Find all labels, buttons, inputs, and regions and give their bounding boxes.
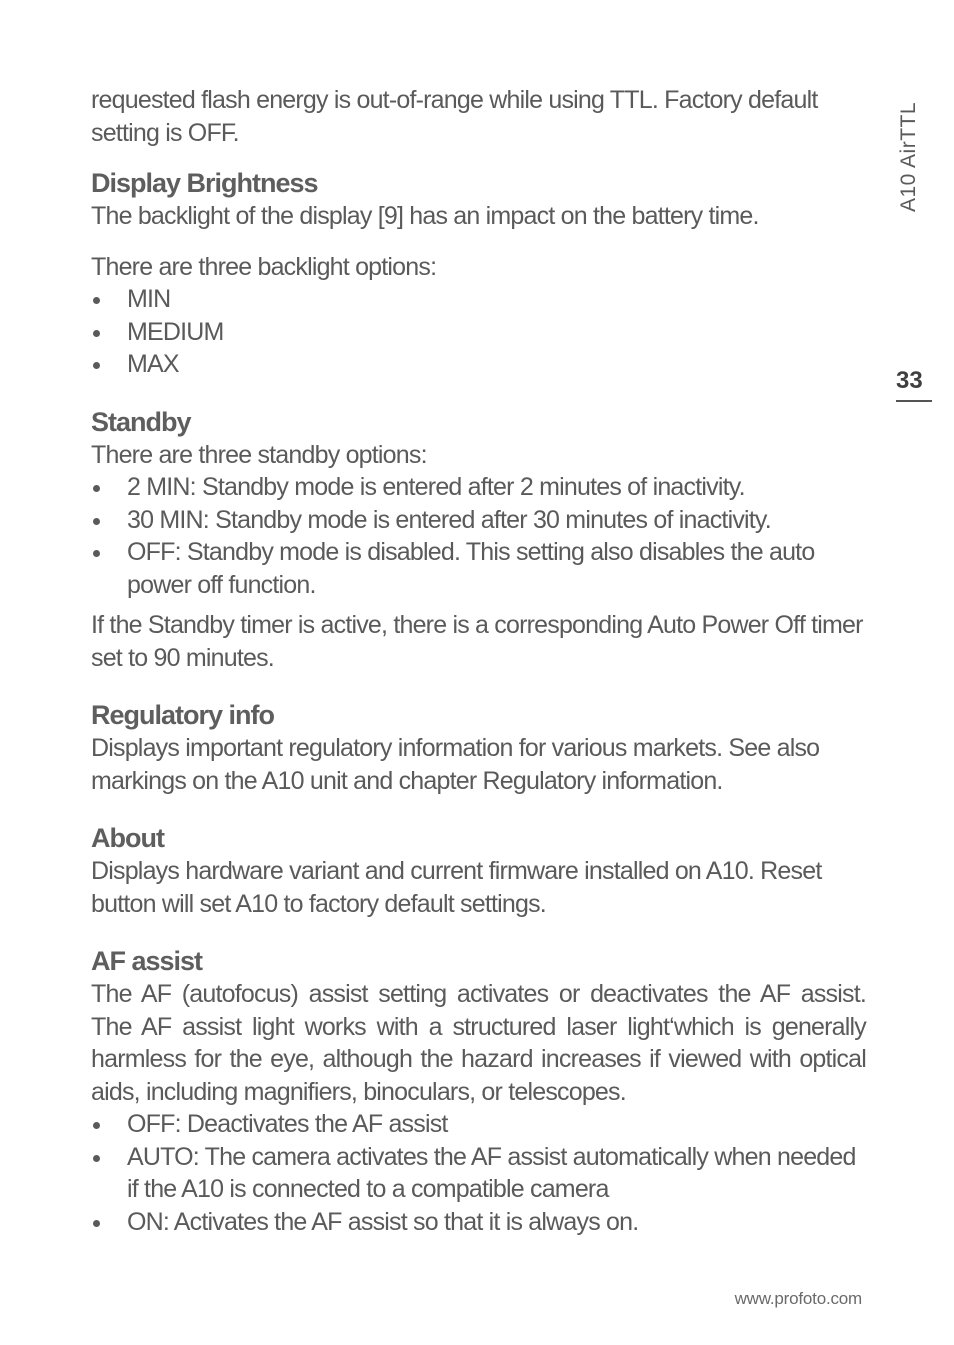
list-item: OFF: Deactivates the AF assist <box>91 1108 866 1141</box>
af-assist-description: The AF (autofocus) assist setting activates or deactivates the AF assist. The AF assist light works with a structured laser light‘which is generally harmless for the eye, although the hazard increases if viewed with optical aids, including magnifiers, binoculars, or telescopes. <box>91 980 866 1106</box>
list-item: AUTO: The camera activates the AF assist automatically when needed if the A10 is connected to a compatible camera <box>91 1141 866 1206</box>
display-brightness-description: The backlight of the display [9] has an impact on the battery time. <box>91 202 759 230</box>
list-item: OFF: Standby mode is disabled. This setting also disables the auto power off function. <box>91 536 866 601</box>
standby-heading: Standby <box>91 406 191 437</box>
standby-intro: There are three standby options: <box>91 440 427 469</box>
list-item: ON: Activates the AF assist so that it is always on. <box>91 1206 866 1239</box>
about-section <box>91 821 866 920</box>
page-number: 33 <box>896 366 932 402</box>
footer-website: www.profoto.com <box>734 1289 862 1308</box>
page-content <box>91 84 866 1238</box>
about-heading: About <box>91 823 164 853</box>
af-assist-section <box>91 944 866 1238</box>
display-brightness-section <box>91 166 866 381</box>
backlight-options-list <box>91 283 866 381</box>
display-brightness-heading: Display Brightness <box>91 168 318 198</box>
regulatory-section <box>91 698 866 797</box>
standby-options-list <box>91 471 866 601</box>
list-item: MEDIUM <box>91 316 866 349</box>
af-assist-options-list <box>91 1108 866 1238</box>
list-item: MIN <box>91 283 866 316</box>
standby-note: If the Standby timer is active, there is a corresponding Auto Power Off timer set to 90 minutes. <box>91 611 863 672</box>
regulatory-description: Displays important regulatory information for various markets. See also markings on the A10 unit and chapter Regulatory information. <box>91 734 820 795</box>
af-assist-heading: AF assist <box>91 946 203 976</box>
regulatory-heading: Regulatory info <box>91 700 275 730</box>
standby-section <box>91 405 866 675</box>
intro-paragraph: requested flash energy is out-of-range while using TTL. Factory default setting is OFF. <box>91 86 818 147</box>
list-item: 30 MIN: Standby mode is entered after 30 minutes of inactivity. <box>91 504 866 537</box>
about-description: Displays hardware variant and current firmware installed on A10. Reset button will set A10 to factory default settings. <box>91 857 822 918</box>
list-item: MAX <box>91 348 866 381</box>
backlight-options-intro: There are three backlight options: <box>91 252 437 281</box>
list-item: 2 MIN: Standby mode is entered after 2 minutes of inactivity. <box>91 471 866 504</box>
document-title-vertical: A10 AirTTL <box>897 101 920 212</box>
